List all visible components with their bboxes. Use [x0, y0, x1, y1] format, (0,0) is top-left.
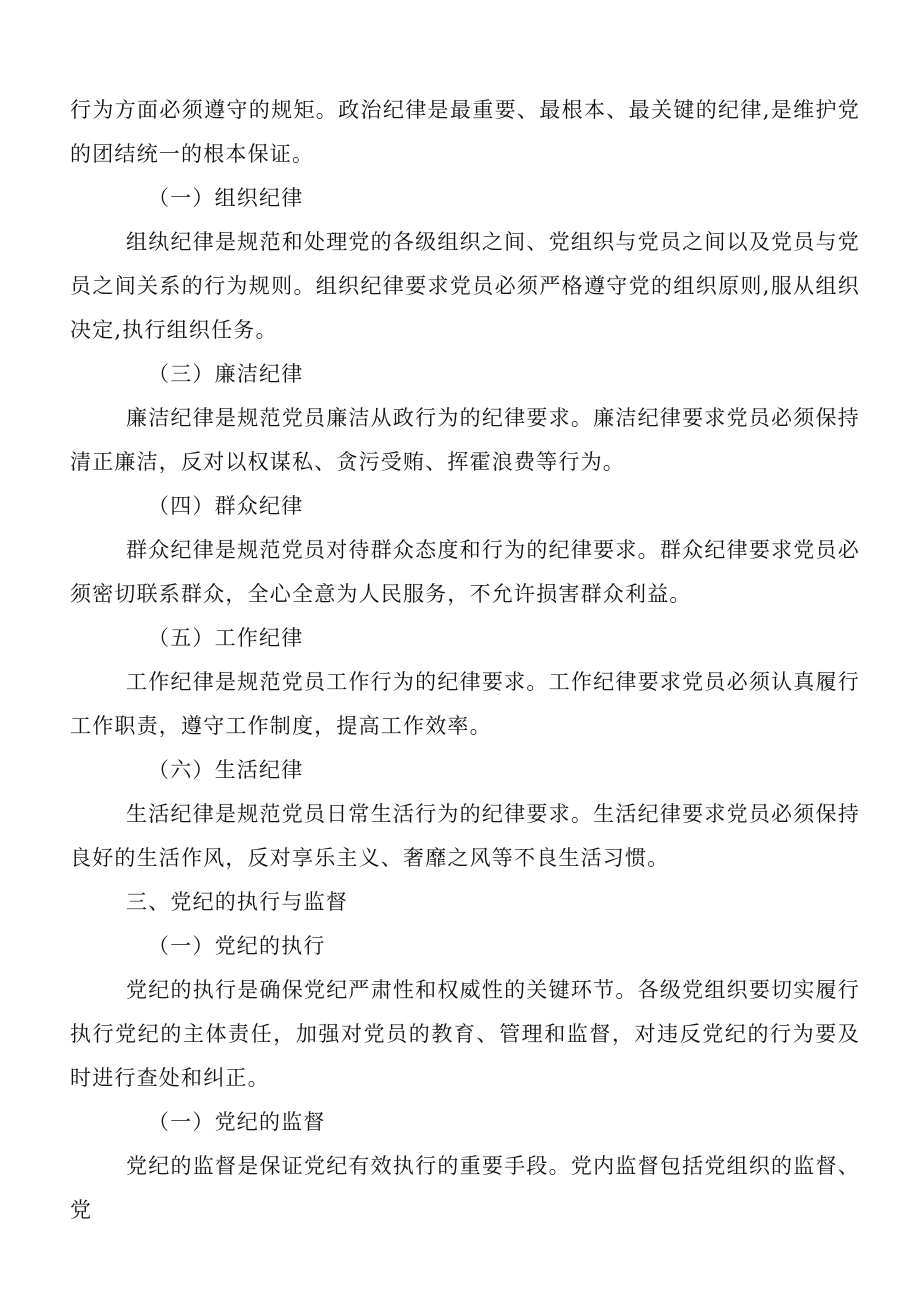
paragraph-discipline-execution: 党纪的执行是确保党纪严肃性和权威性的关键环节。各级党组织要切实履行执行党纪的主体责任，加强对党员的教育、管理和监督，对违反党纪的行为要及时进行查处和纠正。	[70, 978, 860, 1090]
subheading-discipline-supervision: （一）党纪的监督	[148, 1110, 326, 1134]
subheading-discipline-execution: （一）党纪的执行	[148, 934, 326, 958]
subheading-work-discipline: （五）工作纪律	[148, 626, 304, 650]
paragraph-discipline-supervision: 党纪的监督是保证党纪有效执行的重要手段。党内监督包括党组织的监督、党	[70, 1154, 860, 1222]
document-body	[70, 88, 860, 1232]
paragraph-organization-discipline: 组纨纪律是规范和处理党的各级组织之间、党组织与党员之间以及党员与党员之间关系的行为规则。组织纪律要求党员必须严格遵守党的组织原则,服从组织决定,执行组织任务。	[70, 230, 860, 342]
section-heading-execution-supervision: 三、党纪的执行与监督	[126, 890, 348, 914]
paragraph-work-discipline: 工作纪律是规范党员工作行为的纪律要求。工作纪律要求党员必须认真履行工作职责，遵守工作制度，提高工作效率。	[70, 670, 860, 738]
subheading-life-discipline: （六）生活纪律	[148, 758, 304, 782]
subheading-integrity-discipline: （三）廉洁纪律	[148, 362, 304, 386]
subheading-mass-discipline: （四）群众纪律	[148, 494, 304, 518]
subheading-organization-discipline: （一）组织纪律	[148, 186, 304, 210]
paragraph-mass-discipline: 群众纪律是规范党员对待群众态度和行为的纪律要求。群众纪律要求党员必须密切联系群众，全心全意为人民服务，不允许损害群众利益。	[70, 538, 860, 606]
paragraph-life-discipline: 生活纪律是规范党员日常生活行为的纪律要求。生活纪律要求党员必须保持良好的生活作风，反对享乐主义、奢靡之风等不良生活习惯。	[70, 802, 860, 870]
paragraph-continued: 行为方面必须遵守的规矩。政治纪律是最重要、最根本、最关键的纪律,是维护党的团结统一的根本保证。	[70, 98, 860, 166]
paragraph-integrity-discipline: 廉洁纪律是规范党员廉洁从政行为的纪律要求。廉洁纪律要求党员必须保持清正廉洁，反对以权谋私、贪污受贿、挥霍浪费等行为。	[70, 406, 860, 474]
